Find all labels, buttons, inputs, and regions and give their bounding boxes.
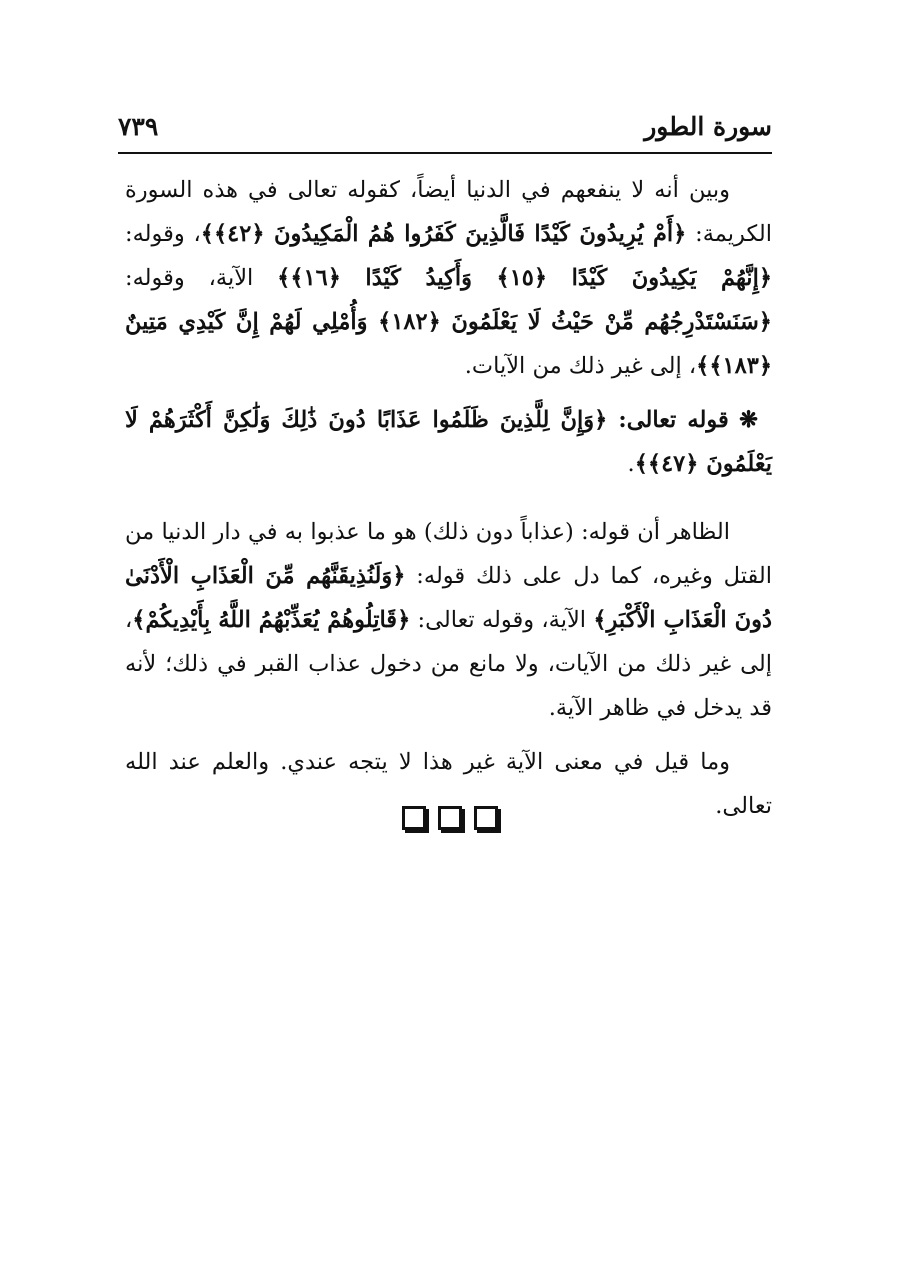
- page-header: [118, 112, 772, 154]
- section-separator: [0, 806, 900, 830]
- verse-heading-label: قوله تعالى:: [607, 407, 729, 433]
- square-ornament-icon: [474, 806, 498, 830]
- paragraph-1: [125, 168, 772, 388]
- paragraph-3: [125, 510, 772, 730]
- quran-verse: ﴿قَاتِلُوهُمْ يُعَذِّبْهُمُ اللَّهُ بِأَيْدِيكُمْ﴾: [132, 607, 411, 633]
- paragraph-text: ، إلى غير ذلك من الآيات.: [464, 353, 697, 379]
- paragraph-text: الآية، وقوله:: [125, 265, 278, 291]
- square-ornament-icon: [438, 806, 462, 830]
- paragraph-text: .: [627, 451, 635, 477]
- surah-title: سورة الطور: [644, 112, 772, 141]
- quran-verse: ﴿سَنَسْتَدْرِجُهُم مِّنْ حَيْثُ لَا يَعْلَمُونَ ﴿١٨٢﴾ وَأُمْلِي لَهُمْ إِنَّ كَيْدِي مَتِينٌ ﴿١٨٣﴾﴾: [125, 309, 772, 379]
- quran-verse: ﴿وَإِنَّ لِلَّذِينَ ظَلَمُوا عَذَابًا دُونَ ذَٰلِكَ وَلَٰكِنَّ أَكْثَرَهُمْ لَا يَعْلَمُونَ ﴿٤٧﴾﴾: [125, 407, 772, 477]
- paragraph-text: وما قيل في معنى الآية غير هذا لا يتجه عندي. والعلم عند الله تعالى.: [125, 749, 772, 819]
- page-number: ٧٣٩: [118, 112, 159, 141]
- quran-verse: ﴿أَمْ يُرِيدُونَ كَيْدًا فَالَّذِينَ كَفَرُوا هُمُ الْمَكِيدُونَ ﴿٤٢﴾﴾: [200, 221, 687, 247]
- paragraph-text: ، وقوله:: [125, 221, 201, 247]
- verse-heading-paragraph: [125, 398, 772, 486]
- page-body: [125, 168, 772, 838]
- paragraph-text: الآية، وقوله تعالى:: [410, 607, 594, 633]
- paragraph-text: الظاهر أن قوله: (عذاباً دون ذلك) هو ما عذبوا به في دار الدنيا من القتل وغيره، كما دل على ذلك قوله:: [125, 519, 772, 589]
- square-ornament-icon: [402, 806, 426, 830]
- quran-verse: ﴿إِنَّهُمْ يَكِيدُونَ كَيْدًا ﴿١٥﴾ وَأَكِيدُ كَيْدًا ﴿١٦﴾﴾: [277, 265, 773, 291]
- star-icon: ❋: [739, 407, 758, 433]
- paragraph-text: ، إلى غير ذلك من الآيات، ولا مانع من دخول عذاب القبر في ذلك؛ لأنه قد يدخل في ظاهر الآية.: [125, 607, 772, 721]
- quran-verse: ﴿وَلَنُذِيقَنَّهُم مِّنَ الْعَذَابِ الْأَدْنَىٰ دُونَ الْعَذَابِ الْأَكْبَرِ﴾: [125, 563, 772, 633]
- paragraph-text: وبين أنه لا ينفعهم في الدنيا أيضاً، كقوله تعالى في هذه السورة الكريمة:: [125, 177, 773, 247]
